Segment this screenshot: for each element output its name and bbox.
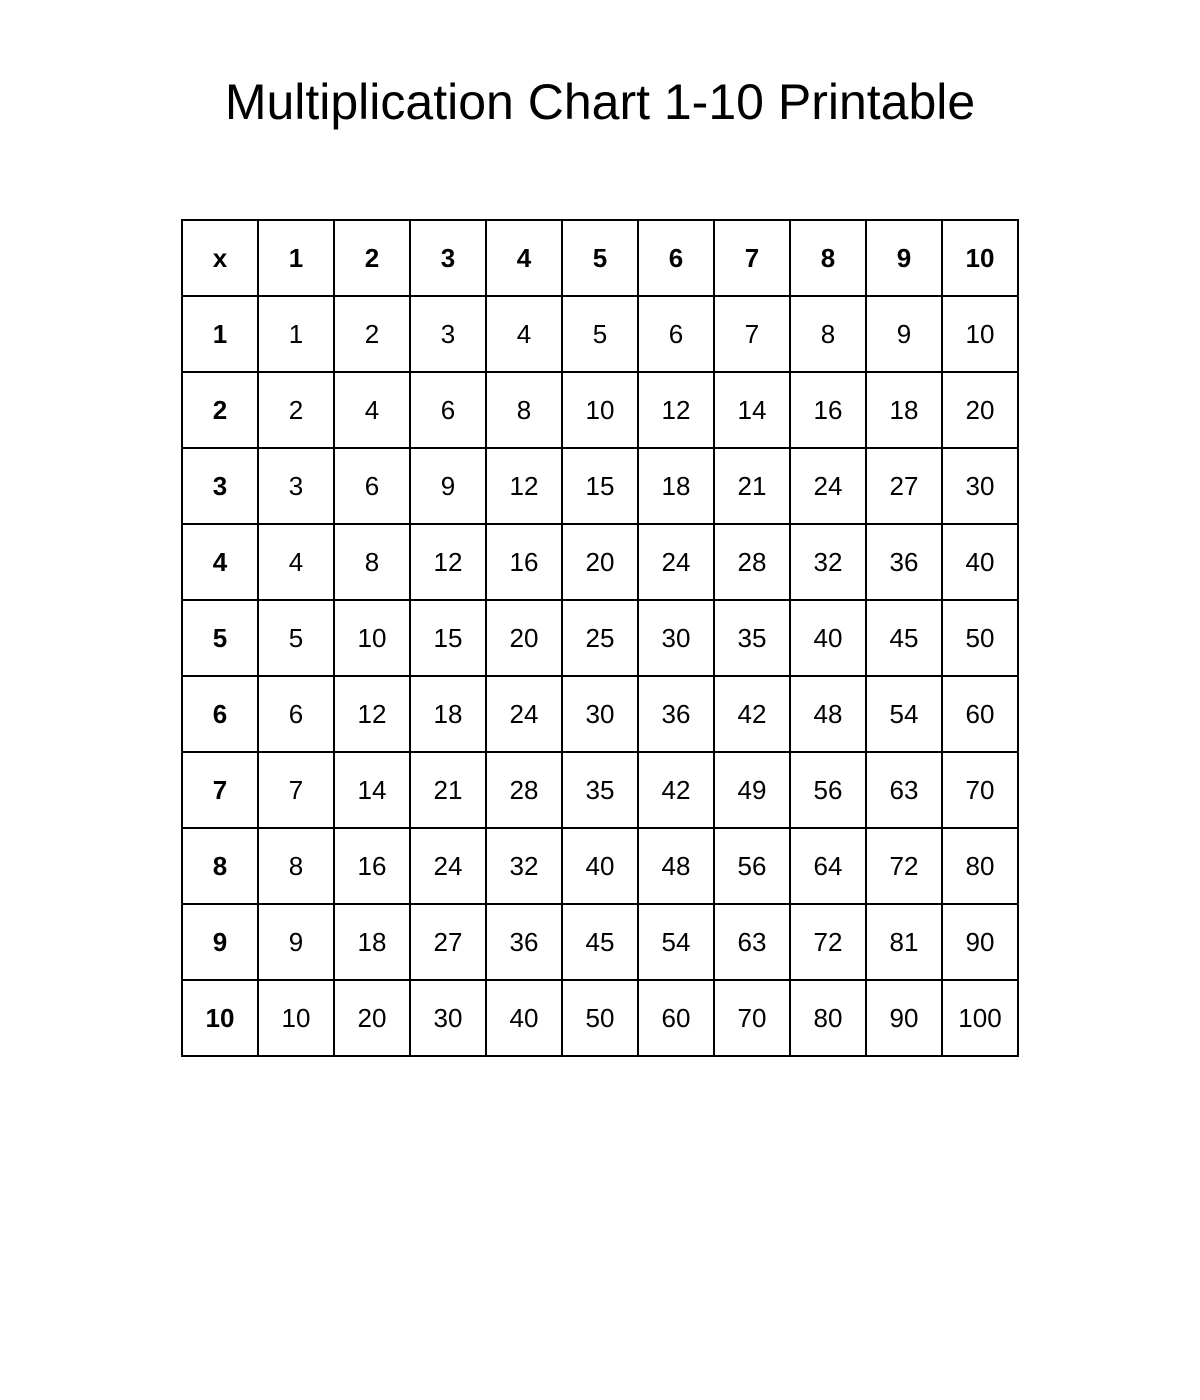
product-cell: 2 (334, 296, 410, 372)
table-row (182, 904, 1018, 980)
product-cell: 21 (410, 752, 486, 828)
product-cell: 7 (714, 296, 790, 372)
header-row (182, 220, 1018, 296)
product-cell: 60 (942, 676, 1018, 752)
column-header: 8 (790, 220, 866, 296)
column-header: 7 (714, 220, 790, 296)
product-cell: 42 (638, 752, 714, 828)
product-cell: 3 (410, 296, 486, 372)
column-header: 5 (562, 220, 638, 296)
product-cell: 56 (790, 752, 866, 828)
table-row (182, 828, 1018, 904)
product-cell: 48 (638, 828, 714, 904)
product-cell: 49 (714, 752, 790, 828)
product-cell: 1 (258, 296, 334, 372)
product-cell: 24 (790, 448, 866, 524)
product-cell: 100 (942, 980, 1018, 1056)
product-cell: 6 (334, 448, 410, 524)
product-cell: 36 (638, 676, 714, 752)
column-header: 3 (410, 220, 486, 296)
product-cell: 20 (562, 524, 638, 600)
product-cell: 40 (942, 524, 1018, 600)
product-cell: 27 (410, 904, 486, 980)
product-cell: 64 (790, 828, 866, 904)
product-cell: 90 (942, 904, 1018, 980)
product-cell: 20 (486, 600, 562, 676)
product-cell: 70 (714, 980, 790, 1056)
product-cell: 9 (866, 296, 942, 372)
product-cell: 21 (714, 448, 790, 524)
product-cell: 18 (334, 904, 410, 980)
corner-cell: x (182, 220, 258, 296)
product-cell: 20 (942, 372, 1018, 448)
product-cell: 36 (866, 524, 942, 600)
product-cell: 24 (410, 828, 486, 904)
table-row (182, 448, 1018, 524)
product-cell: 72 (790, 904, 866, 980)
product-cell: 70 (942, 752, 1018, 828)
table-row (182, 600, 1018, 676)
product-cell: 14 (334, 752, 410, 828)
product-cell: 16 (790, 372, 866, 448)
multiplication-table (181, 219, 1019, 1057)
product-cell: 4 (486, 296, 562, 372)
row-header: 5 (182, 600, 258, 676)
column-header: 2 (334, 220, 410, 296)
product-cell: 50 (562, 980, 638, 1056)
product-cell: 40 (790, 600, 866, 676)
product-cell: 60 (638, 980, 714, 1056)
product-cell: 6 (258, 676, 334, 752)
product-cell: 90 (866, 980, 942, 1056)
column-header: 6 (638, 220, 714, 296)
table-header (182, 220, 1018, 296)
product-cell: 12 (410, 524, 486, 600)
product-cell: 27 (866, 448, 942, 524)
product-cell: 15 (410, 600, 486, 676)
product-cell: 30 (942, 448, 1018, 524)
product-cell: 32 (486, 828, 562, 904)
product-cell: 18 (410, 676, 486, 752)
product-cell: 24 (486, 676, 562, 752)
product-cell: 56 (714, 828, 790, 904)
table-row (182, 752, 1018, 828)
product-cell: 5 (258, 600, 334, 676)
product-cell: 50 (942, 600, 1018, 676)
table-row (182, 524, 1018, 600)
product-cell: 25 (562, 600, 638, 676)
product-cell: 8 (334, 524, 410, 600)
row-header: 6 (182, 676, 258, 752)
product-cell: 7 (258, 752, 334, 828)
table-row (182, 980, 1018, 1056)
product-cell: 72 (866, 828, 942, 904)
product-cell: 54 (866, 676, 942, 752)
table-body (182, 296, 1018, 1056)
product-cell: 30 (410, 980, 486, 1056)
row-header: 9 (182, 904, 258, 980)
product-cell: 45 (866, 600, 942, 676)
table-row (182, 676, 1018, 752)
product-cell: 18 (638, 448, 714, 524)
product-cell: 8 (258, 828, 334, 904)
product-cell: 80 (942, 828, 1018, 904)
product-cell: 2 (258, 372, 334, 448)
product-cell: 18 (866, 372, 942, 448)
product-cell: 16 (334, 828, 410, 904)
product-cell: 80 (790, 980, 866, 1056)
column-header: 10 (942, 220, 1018, 296)
product-cell: 6 (638, 296, 714, 372)
product-cell: 3 (258, 448, 334, 524)
row-header: 1 (182, 296, 258, 372)
product-cell: 20 (334, 980, 410, 1056)
product-cell: 10 (258, 980, 334, 1056)
table-row (182, 372, 1018, 448)
product-cell: 9 (258, 904, 334, 980)
product-cell: 12 (638, 372, 714, 448)
product-cell: 12 (486, 448, 562, 524)
product-cell: 28 (714, 524, 790, 600)
product-cell: 24 (638, 524, 714, 600)
product-cell: 8 (790, 296, 866, 372)
product-cell: 45 (562, 904, 638, 980)
product-cell: 81 (866, 904, 942, 980)
product-cell: 54 (638, 904, 714, 980)
page-title: Multiplication Chart 1-10 Printable (224, 74, 976, 130)
product-cell: 5 (562, 296, 638, 372)
product-cell: 4 (334, 372, 410, 448)
product-cell: 10 (334, 600, 410, 676)
product-cell: 16 (486, 524, 562, 600)
product-cell: 9 (410, 448, 486, 524)
row-header: 4 (182, 524, 258, 600)
product-cell: 6 (410, 372, 486, 448)
product-cell: 63 (866, 752, 942, 828)
product-cell: 4 (258, 524, 334, 600)
column-header: 9 (866, 220, 942, 296)
product-cell: 35 (714, 600, 790, 676)
product-cell: 35 (562, 752, 638, 828)
product-cell: 10 (562, 372, 638, 448)
row-header: 3 (182, 448, 258, 524)
product-cell: 32 (790, 524, 866, 600)
product-cell: 40 (562, 828, 638, 904)
column-header: 4 (486, 220, 562, 296)
table-row (182, 296, 1018, 372)
product-cell: 14 (714, 372, 790, 448)
product-cell: 12 (334, 676, 410, 752)
product-cell: 10 (942, 296, 1018, 372)
product-cell: 8 (486, 372, 562, 448)
product-cell: 48 (790, 676, 866, 752)
product-cell: 63 (714, 904, 790, 980)
row-header: 7 (182, 752, 258, 828)
product-cell: 30 (562, 676, 638, 752)
product-cell: 42 (714, 676, 790, 752)
row-header: 10 (182, 980, 258, 1056)
product-cell: 15 (562, 448, 638, 524)
product-cell: 40 (486, 980, 562, 1056)
row-header: 8 (182, 828, 258, 904)
product-cell: 30 (638, 600, 714, 676)
column-header: 1 (258, 220, 334, 296)
product-cell: 28 (486, 752, 562, 828)
row-header: 2 (182, 372, 258, 448)
product-cell: 36 (486, 904, 562, 980)
